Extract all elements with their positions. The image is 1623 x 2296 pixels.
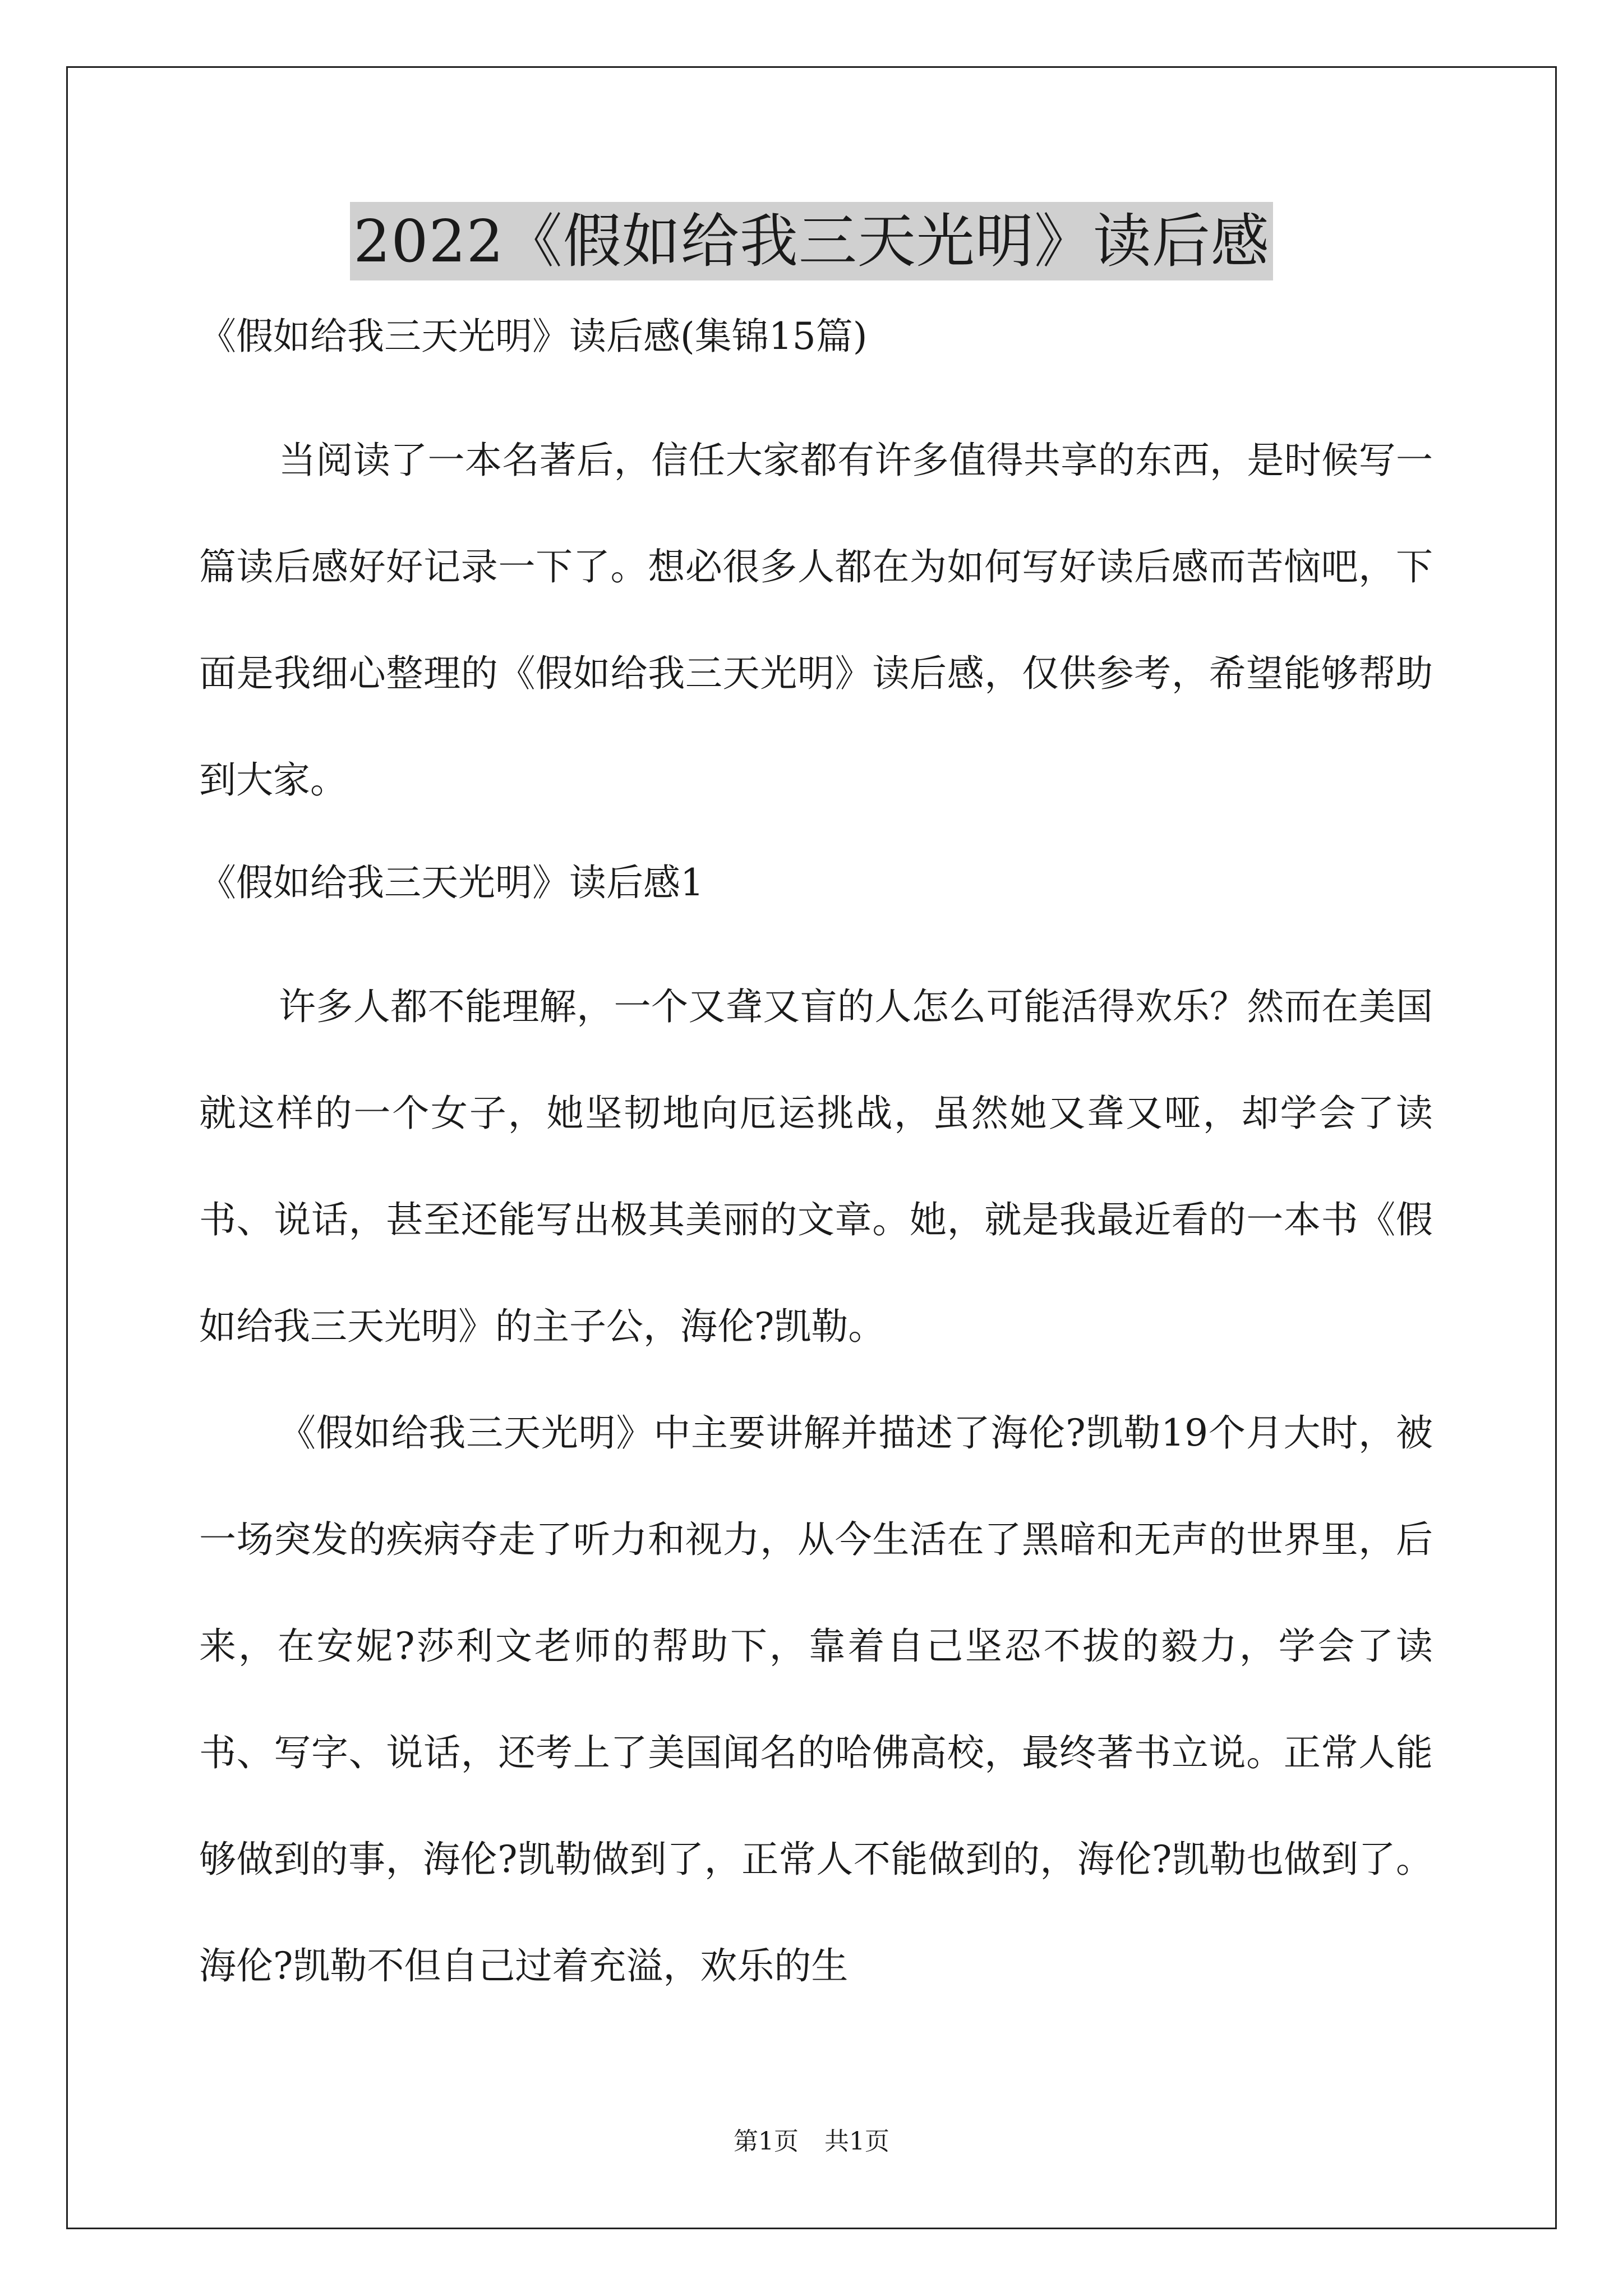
body-paragraph: 《假如给我三天光明》中主要讲解并描述了海伦?凯勒19个月大时，被一场突发的疾病夺走了听力和视力，从今生活在了黑暗和无声的世界里，后来，在安妮?莎利文老师的帮助下，靠着自己坚忍不拔的毅力，学会了读书、写字、说话，还考上了美国闻名的哈佛高校，最终著书立说。正常人能够做到的事，海伦?凯勒做到了，正常人不能做到的，海伦?凯勒也做到了。海伦?凯勒不但自己过着充溢，欢乐的生: [199, 1411, 1433, 1987]
page-number: 第1页: [734, 2127, 799, 2156]
body-paragraph: 许多人都不能理解，一个又聋又盲的人怎么可能活得欢乐？然而在美国就这样的一个女子，她坚韧地向厄运挑战，虽然她又聋又哑，却学会了读书、说话，甚至还能写出极其美丽的文章。她，就是我最近看的一本书《假如给我三天光明》的主子公，海伦?凯勒。: [199, 985, 1433, 1348]
document-title: 2022《假如给我三天光明》读后感: [350, 202, 1273, 280]
intro-paragraph: 当阅读了一本名著后，信任大家都有许多值得共享的东西，是时候写一篇读后感好好记录一下了。想必很多人都在为如何写好读后感而苦恼吧，下面是我细心整理的《假如给我三天光明》读后感，仅供参考，希望能够帮助到大家。: [199, 439, 1433, 802]
section-heading: 《假如给我三天光明》读后感1: [199, 861, 704, 904]
page-total: 共1页: [824, 2127, 889, 2156]
page-footer: [0, 2125, 1623, 2159]
collection-heading: 《假如给我三天光明》读后感(集锦15篇): [199, 315, 868, 358]
document-body: [199, 310, 1433, 2019]
title-container: [0, 202, 1623, 280]
